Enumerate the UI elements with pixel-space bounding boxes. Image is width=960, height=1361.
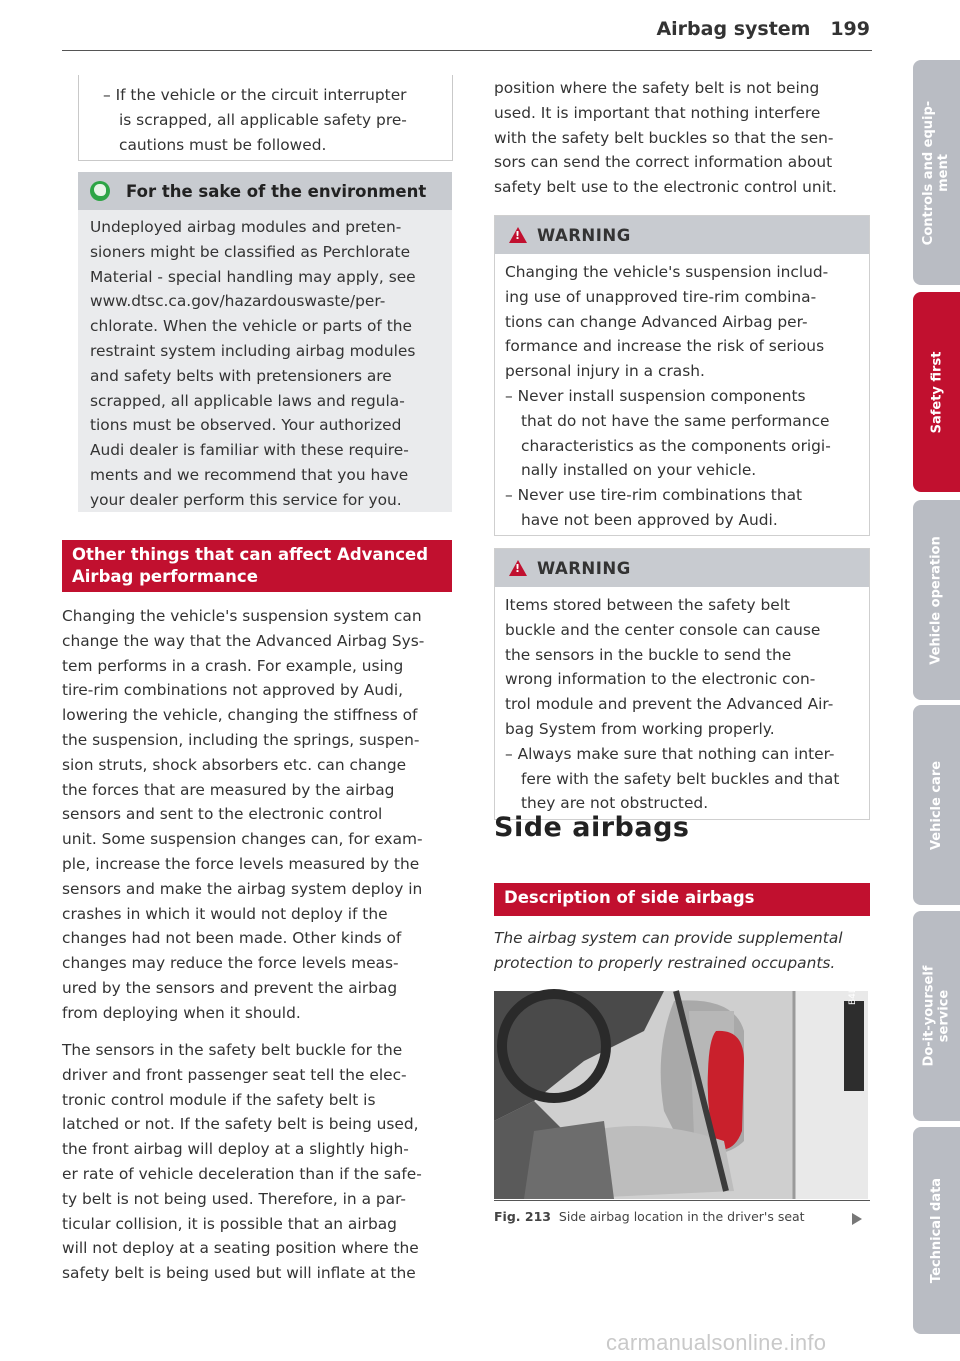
- heading-line: Other things that can affect Advanced: [72, 545, 429, 564]
- bullet-line: – Never use tire-rim combinations that: [505, 486, 803, 505]
- environment-heading-text: For the sake of the environment: [126, 181, 427, 201]
- tab-label: [922, 966, 952, 1067]
- tab-label-text: Technical data: [929, 1177, 944, 1284]
- seat-illustration: [494, 991, 868, 1199]
- text-line: ty belt is not being used. Therefore, in a par-: [62, 1189, 406, 1208]
- text-line: sensors and make the airbag system deploy in: [62, 879, 423, 898]
- text-line: The airbag system can provide supplemental: [494, 929, 843, 947]
- tab-label-text: Vehicle operation: [929, 535, 945, 665]
- text-line: tions must be observed. Your authorized: [90, 416, 402, 435]
- section-heading-other-things: [62, 540, 452, 592]
- text-line: personal injury in a crash.: [505, 362, 705, 381]
- warning-triangle-icon: [509, 560, 527, 576]
- figure-caption: [494, 1209, 805, 1224]
- text-line: restraint system including airbag modules: [90, 341, 416, 360]
- paragraph-continued: [494, 76, 870, 200]
- continue-arrow-icon: [852, 1213, 862, 1225]
- text-line: changes had not been made. Other kinds of: [62, 929, 402, 948]
- tab-vehicle-care[interactable]: [913, 705, 960, 905]
- text-line: your dealer perform this service for you.: [90, 490, 402, 509]
- text-line: change the way that the Advanced Airbag Sys-: [62, 631, 425, 650]
- text-line: cautions must be followed.: [119, 135, 327, 154]
- side-airbags-intro: [494, 926, 870, 976]
- environment-heading: [78, 172, 452, 210]
- text-line: will not deploy at a seating position where the: [62, 1239, 419, 1258]
- text-line: they are not obstructed.: [521, 794, 709, 813]
- text-line: ured by the sensors and prevent the airbag: [62, 978, 398, 997]
- text-line: sioners might be classified as Perchlorate: [90, 242, 411, 261]
- tab-label-text: Safety first: [929, 351, 945, 433]
- tab-controls-and-equipment[interactable]: [913, 60, 960, 285]
- warning-heading: [495, 216, 869, 254]
- text-line: used. It is important that nothing interfere: [494, 103, 821, 122]
- text-line: The sensors in the safety belt buckle for the: [62, 1041, 403, 1059]
- text-line: formance and increase the risk of serious: [505, 337, 825, 356]
- tab-label: [929, 760, 944, 849]
- tab-technical-data[interactable]: [913, 1127, 960, 1334]
- warning-label: WARNING: [537, 225, 631, 245]
- text-line: safety belt use to the electronic control unit.: [494, 178, 837, 197]
- text-line: driver and front passenger seat tell the elec-: [62, 1065, 407, 1084]
- text-line: the front airbag will deploy at a slightly high-: [62, 1140, 409, 1159]
- tab-safety-first[interactable]: [913, 292, 960, 492]
- text-line: fere with the safety belt buckles and that: [521, 769, 840, 788]
- figure-code: B4L-1508: [848, 962, 858, 1005]
- text-line: crashes in which it would not deploy if the: [62, 904, 388, 923]
- leaf-icon: [90, 181, 110, 201]
- figure-label: Fig. 213: [494, 1209, 551, 1224]
- text-line: ing use of unapproved tire-rim combina-: [505, 287, 817, 306]
- scrapping-bullet: [103, 83, 452, 157]
- tab-vehicle-operation[interactable]: [913, 500, 960, 700]
- text-line: scrapped, all applicable laws and regula-: [90, 391, 405, 410]
- header-rule: [62, 50, 872, 51]
- heading-line: Airbag performance: [72, 567, 258, 586]
- text-line: er rate of vehicle deceleration than if the safe-: [62, 1164, 422, 1183]
- warning-suspension: [494, 215, 870, 536]
- tab-label: [929, 1178, 944, 1283]
- text-line: the forces that are measured by the airbag: [62, 780, 395, 799]
- text-line: bag System from working properly.: [505, 719, 775, 738]
- warning-items-stored: [494, 548, 870, 820]
- paragraph-belt-sensors: [62, 1038, 454, 1286]
- text-line: Changing the vehicle's suspension includ-: [505, 263, 829, 281]
- subheading-description: Description of side airbags: [494, 883, 870, 916]
- bullet-line: – Never install suspension components: [505, 386, 806, 405]
- text-line: Changing the vehicle's suspension system can: [62, 607, 422, 625]
- scrapping-note: [78, 75, 453, 161]
- text-line: the sensors in the buckle to send the: [505, 645, 792, 664]
- text-line: is scrapped, all applicable safety pre-: [119, 110, 407, 129]
- text-line: www.dtsc.ca.gov/hazardouswaste/per-: [90, 292, 386, 311]
- text-line: latched or not. If the safety belt is being used,: [62, 1115, 419, 1134]
- tab-label-text: Controls and equip- ment: [921, 100, 952, 245]
- running-header: [560, 18, 870, 40]
- warning-triangle-icon: [509, 227, 527, 243]
- bullet-line: – Always make sure that nothing can inter-: [505, 744, 835, 763]
- text-line: – If the vehicle or the circuit interrupter: [103, 86, 407, 104]
- text-line: lowering the vehicle, changing the stiffness of: [62, 706, 418, 725]
- text-line: wrong information to the electronic con-: [505, 670, 816, 689]
- text-line: unit. Some suspension changes can, for exam-: [62, 830, 423, 849]
- chapter-title-side-airbags: Side airbags: [494, 812, 690, 843]
- tab-label: [929, 536, 944, 664]
- text-line: tronic control module if the safety belt is: [62, 1090, 376, 1109]
- text-line: position where the safety belt is not being: [494, 79, 820, 97]
- text-line: from deploying when it should.: [62, 1003, 301, 1022]
- text-line: tions can change Advanced Airbag per-: [505, 312, 808, 331]
- figure-caption-text: Side airbag location in the driver's seat: [558, 1209, 805, 1224]
- text-line: have not been approved by Audi.: [521, 510, 778, 529]
- page-number: 199: [830, 18, 870, 40]
- text-line: Material - special handling may apply, see: [90, 267, 416, 286]
- tab-label: [922, 100, 952, 244]
- text-line: changes may reduce the force levels meas-: [62, 954, 399, 973]
- text-line: buckle and the center console can cause: [505, 620, 821, 639]
- caption-rule: [494, 1200, 870, 1201]
- text-line: ments and we recommend that you have: [90, 465, 409, 484]
- section-title: Airbag system: [656, 18, 811, 40]
- text-line: protection to properly restrained occupants.: [494, 953, 836, 972]
- text-line: the suspension, including the springs, suspen-: [62, 730, 420, 749]
- text-line: that do not have the same performance: [521, 411, 830, 430]
- text-line: trol module and prevent the Advanced Air-: [505, 695, 834, 714]
- text-line: and safety belts with pretensioners are: [90, 366, 392, 385]
- warning-label: WARNING: [537, 558, 631, 578]
- text-line: Audi dealer is familiar with these require-: [90, 441, 409, 460]
- tab-do-it-yourself-service[interactable]: [913, 911, 960, 1121]
- text-line: nally installed on your vehicle.: [521, 461, 757, 480]
- text-line: sors can send the correct information about: [494, 153, 833, 172]
- text-line: with the safety belt buckles so that the sen-: [494, 128, 834, 147]
- environment-body: [78, 210, 452, 512]
- watermark: carmanualsonline.info: [606, 1330, 827, 1355]
- text-line: tire-rim combinations not approved by Audi,: [62, 681, 404, 700]
- text-line: sion struts, shock absorbers etc. can change: [62, 755, 407, 774]
- text-line: ple, increase the force levels measured by the: [62, 854, 420, 873]
- paragraph-suspension: [62, 604, 454, 1026]
- text-line: chlorate. When the vehicle or parts of the: [90, 317, 412, 336]
- text-line: characteristics as the components origi-: [521, 436, 831, 455]
- tab-label: [929, 351, 944, 433]
- text-line: sensors and sent to the electronic control: [62, 805, 383, 824]
- tab-label-text: Do-it-yourself service: [921, 965, 952, 1067]
- text-line: Items stored between the safety belt: [505, 596, 791, 614]
- tab-label-text: Vehicle care: [929, 760, 944, 850]
- text-line: safety belt is being used but will inflate at the: [62, 1264, 416, 1283]
- text-line: Undeployed airbag modules and preten-: [90, 218, 402, 236]
- text-line: tem performs in a crash. For example, using: [62, 656, 404, 675]
- warning-heading: [495, 549, 869, 587]
- text-line: ticular collision, it is possible that an airbag: [62, 1214, 397, 1233]
